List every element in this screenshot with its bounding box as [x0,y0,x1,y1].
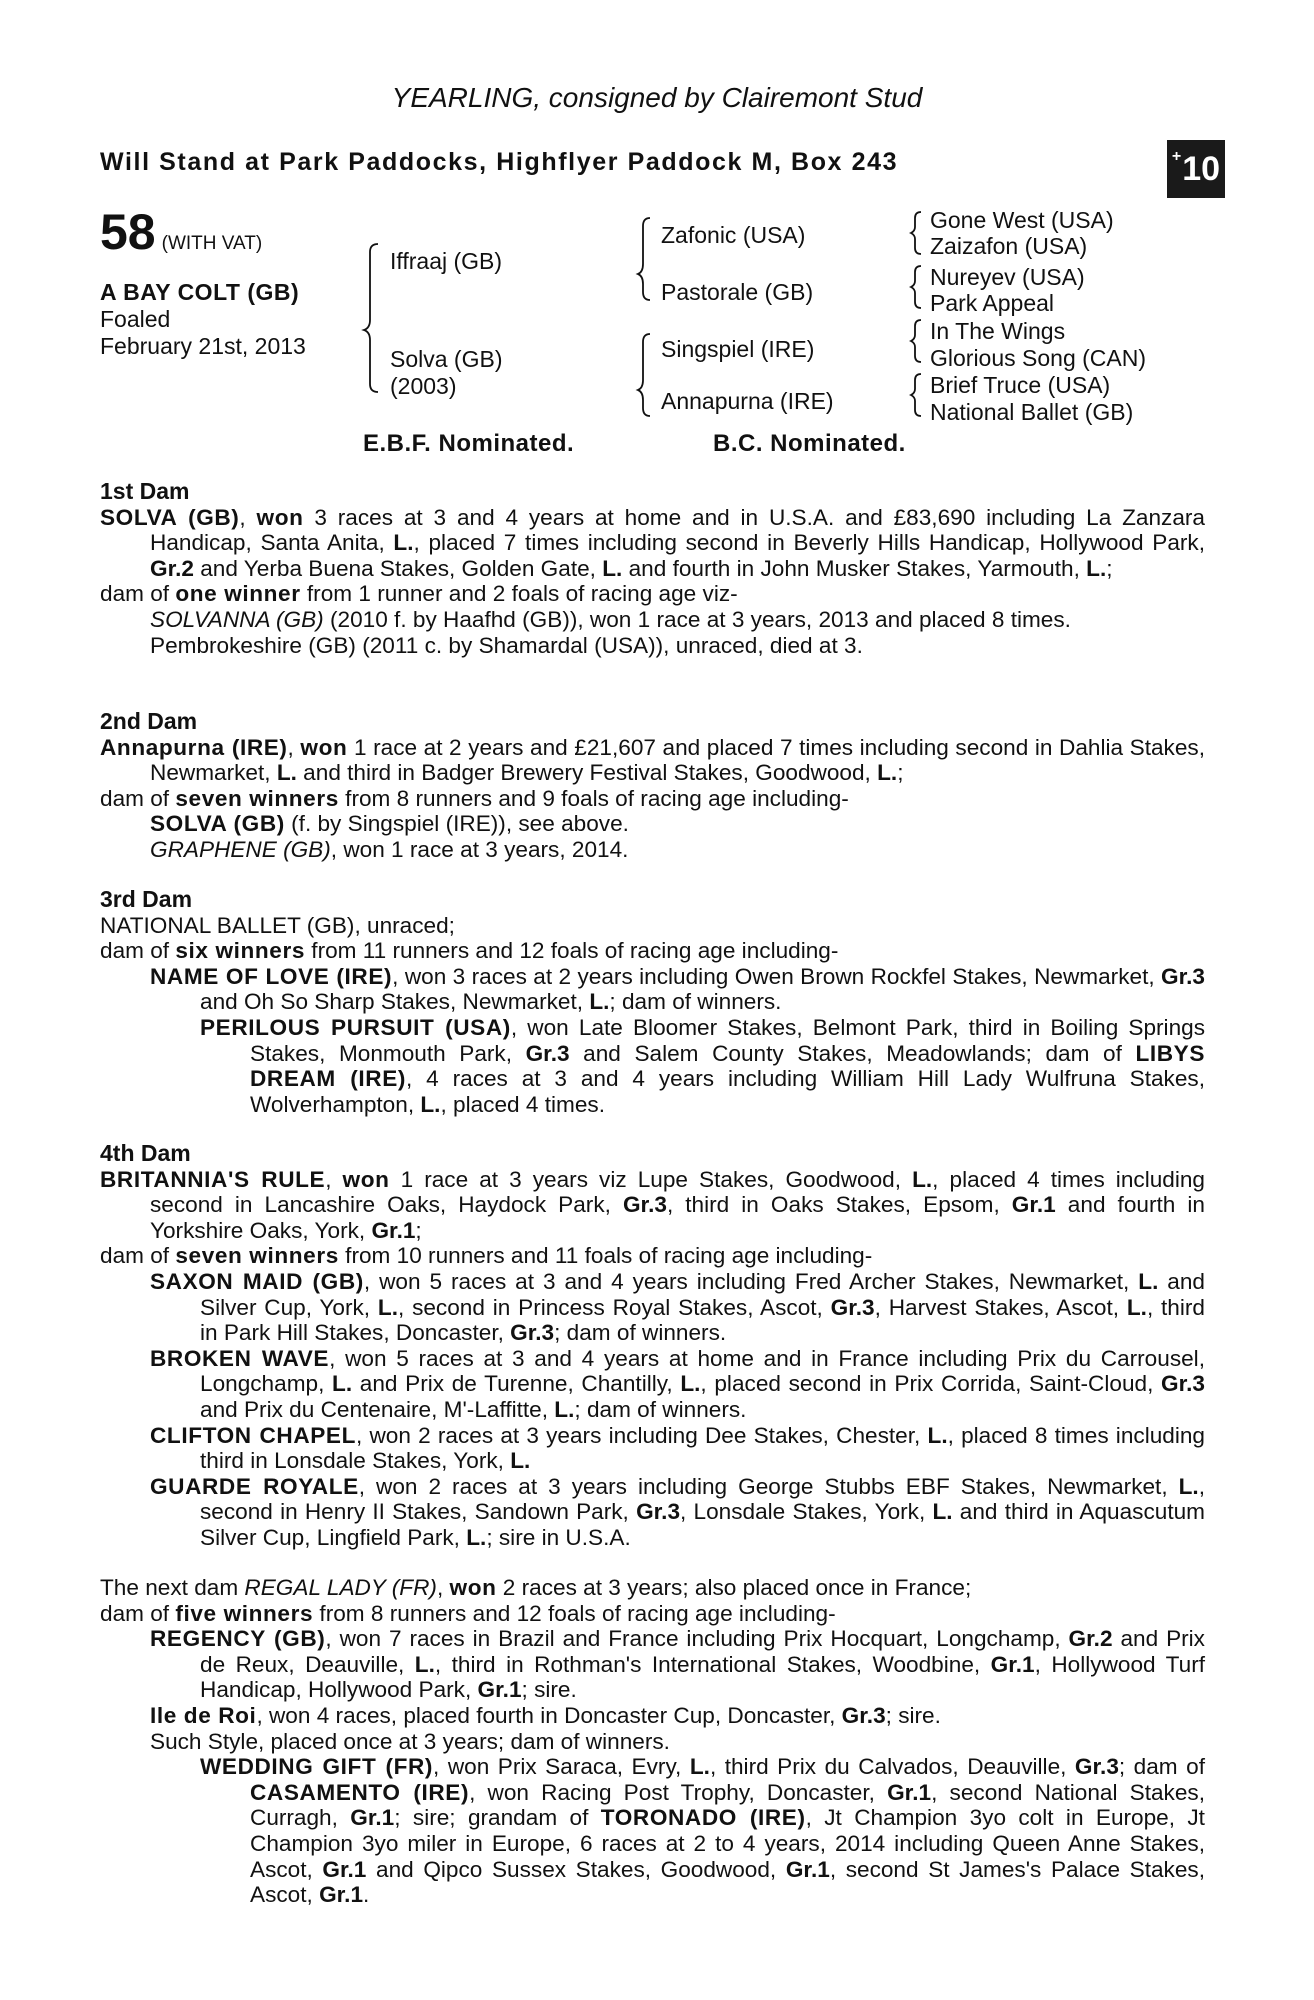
text: , won Late Bloomer Stakes, Belmont Park, third in Boiling Springs Stakes, Monmouth Park, [250,1014,1205,1066]
second-dam-section [100,709,1205,863]
group: Gr.2 [1068,1626,1113,1652]
text: , won Racing Post Trophy, Doncaster, [469,1779,888,1805]
text: ; [1106,555,1113,581]
group: Gr.2 [150,555,194,581]
listed: L. [510,1448,531,1474]
text: and Silver Cup, York, [200,1268,1205,1320]
listed: L. [466,1524,487,1550]
horse-name: WEDDING GIFT (FR) [200,1754,434,1780]
second-dam-foal-1 [150,811,1205,837]
text: , won 2 races at 3 years including George Stubbs EBF Stakes, Newmarket, [358,1473,1179,1499]
first-dam-foal-2: Pembrokeshire (GB) (2011 c. by Shamardal (USA)), unraced, died at 3. [150,632,863,658]
pedigree-g6: Glorious Song (CAN) [930,345,1147,371]
pedigree-sire: Iffraaj (GB) [390,248,503,274]
third-dam-progeny-1 [150,964,1205,1015]
fourth-dam-section [100,1141,1205,1551]
next-dam-name: REGAL LADY (FR) [244,1575,437,1600]
text: , third in Rothman's International Stakes, Woodbine, [434,1651,991,1677]
text: , Jt Champion 3yo colt in Europe, Jt Champion 3yo miler in Europe, 6 races at 2 to 4 years, 2014 including Queen Anne Stakes, Ascot, [250,1805,1205,1882]
text: , [436,1575,450,1600]
text: 1 race at 2 years and £21,607 and placed 7 times including second in Dahlia Stakes, Newmarket, [150,734,1205,786]
foaled-date: February 21st, 2013 [100,333,306,359]
next-dam-produce [100,1601,1205,1627]
text: , second in Henry II Stakes, Sandown Park, [200,1473,1205,1525]
third-dam-line: NATIONAL BALLET (GB), unraced; [100,912,455,938]
horse-name: CASAMENTO (IRE) [250,1779,470,1805]
text: and third in Aquascutum Silver Cup, Lingfield Park, [200,1499,1206,1550]
text: , Lonsdale Stakes, York, [680,1499,933,1525]
brace-g1 [911,212,921,254]
text: and Prix de Reux, Deauville, [200,1626,1205,1677]
lot-number: 58 [100,204,156,260]
group: Gr.1 [1011,1192,1056,1218]
won-label: won [342,1166,390,1192]
pedigree-dam-year: (2003) [390,373,457,399]
group: Gr.3 [841,1702,886,1728]
text: , won Prix Saraca, Evry, [433,1754,690,1780]
first-dam-heading: 1st Dam [100,478,190,504]
listed: L. [276,760,297,786]
horse-name: LIBYS DREAM (IRE) [250,1040,1205,1092]
brace-g2 [911,266,921,308]
text: dam of [100,785,176,811]
brace-g4 [911,374,921,416]
fourth-dam-progeny-3 [150,1423,1205,1474]
text: dam of [100,1243,176,1269]
winners-count: seven winners [175,1243,339,1269]
group: Gr.3 [622,1192,667,1218]
listed: L. [927,1422,948,1448]
third-dam-progeny-2 [200,1015,1205,1117]
text: (f. by Singspiel (IRE)), see above. [284,811,629,837]
listed: L. [589,989,610,1015]
foaled-label: Foaled [100,306,171,332]
first-dam-section [100,479,1205,658]
text: and Oh So Sharp Stakes, Newmarket, [200,989,590,1015]
next-dam-progeny-3: Such Style, placed once at 3 years; dam of winners. [150,1728,670,1754]
pedigree-g3: Nureyev (USA) [930,264,1085,290]
winners-count: five winners [175,1600,314,1626]
lot-vat: (WITH VAT) [161,233,263,254]
group: Gr.1 [990,1651,1035,1677]
listed: L. [377,1294,398,1320]
fourth-dam-heading: 4th Dam [100,1140,191,1166]
text: , third in Oaks Stakes, Epsom, [666,1192,1012,1218]
horse-name: CLIFTON CHAPEL [150,1422,356,1448]
group: Gr.1 [350,1805,395,1831]
second-dam-foal-2 [150,837,1205,863]
group: Gr.3 [1161,1371,1205,1397]
text: , placed 4 times. [440,1091,605,1117]
pedigree-sire-sire: Zafonic (USA) [661,222,806,248]
listed: L. [332,1371,353,1397]
next-dam-record [100,1575,1205,1601]
text: and third in Badger Brewery Festival Stakes, Goodwood, [296,760,878,786]
next-dam-section [100,1575,1205,1908]
second-dam-name: Annapurna (IRE) [100,734,288,760]
text: and Qipco Sussex Stakes, Goodwood, [366,1856,786,1882]
page-title: YEARLING, consigned by Clairemont Stud [391,82,923,113]
text: , won 2 races at 3 years including Dee Stakes, Chester, [355,1422,928,1448]
group: Gr.3 [510,1320,555,1346]
won-label: won [449,1575,497,1600]
pedigree-dam-sire: Singspiel (IRE) [661,336,815,362]
listed: L. [1178,1473,1199,1499]
text: , won 4 races, placed fourth in Doncaster Cup, Doncaster, [256,1702,842,1728]
text: from 1 runner and 2 foals of racing age viz- [300,581,738,607]
first-dam-record: SOLVA (GB), won 3 races at 3 and 4 years at home and in U.S.A. and £83,690 including La Zanzara Handicap, Santa Anita, L., placed 7 times including second in Beverly Hills Handicap, Hollywood Park, Gr.2 and Yerba Buena Stakes, Golden Gate, L. and fourth in John Musker Stakes, Yarmouth, L.; [100,504,1205,581]
group: Gr.1 [319,1882,364,1908]
group: Gr.3 [525,1040,570,1066]
text: , won 3 races at 2 years including Owen Brown Rockfel Stakes, Newmarket, [392,963,1162,989]
text: ; dam of [1118,1754,1205,1780]
winners-count: six winners [175,938,306,964]
text: , third Prix du Calvados, Deauville, [709,1754,1075,1780]
brace-g3 [911,320,921,362]
foal-name: GRAPHENE (GB) [150,836,331,862]
winners-count: one winner [175,581,301,607]
first-dam-name: SOLVA (GB) [100,504,240,530]
group: Gr.1 [887,1779,932,1805]
horse-name: PERILOUS PURSUIT (USA) [200,1014,511,1040]
fourth-dam-progeny-1 [150,1269,1205,1346]
listed: L. [689,1754,710,1780]
text: ; sire. [885,1702,941,1728]
fourth-dam-record: BRITANNIA'S RULE, won 1 race at 3 years viz Lupe Stakes, Goodwood, L., placed 4 times including second in Lancashire Oaks, Haydock Park, Gr.3, third in Oaks Stakes, Epsom, Gr.1 and fourth in Yorkshire Oaks, York, Gr.1; [100,1166,1205,1243]
listed: L. [414,1651,435,1677]
pedigree-g1: Gone West (USA) [930,207,1114,233]
horse-name: SAXON MAID (GB) [150,1268,364,1294]
pedigree-dam-dam: Annapurna (IRE) [661,388,834,414]
text: and Prix de Turenne, Chantilly, [352,1371,681,1397]
horse-name: NAME OF LOVE (IRE) [150,963,393,989]
won-label: won [256,504,304,530]
text: . [363,1882,370,1908]
second-dam-record: Annapurna (IRE), won 1 race at 2 years and £21,607 and placed 7 times including second in Dahlia Stakes, Newmarket, L. and third in Badger Brewery Festival Stakes, Goodwood, L.; [100,734,1205,786]
group: Gr.1 [322,1856,367,1882]
badge-number: 10 [1182,149,1221,188]
second-dam-produce [100,786,1205,812]
group: Gr.1 [477,1677,522,1703]
text: dam of [100,938,176,964]
text: and fourth in John Musker Stakes, Yarmouth, [622,555,1087,581]
text: ; sire. [521,1677,577,1703]
group: Gr.1 [371,1217,416,1243]
text: ; sire; grandam of [394,1805,601,1831]
pedigree-g5: In The Wings [930,318,1066,344]
text: , Hollywood Turf Handicap, Hollywood Park, [200,1651,1205,1703]
text: ; [415,1217,422,1243]
text: and Prix du Centenaire, M'-Laffitte, [200,1396,555,1422]
fourth-dam-name: BRITANNIA'S RULE [100,1166,326,1192]
text: dam of [100,581,176,607]
text: , won 5 races at 3 and 4 years at home and in France including Prix du Carrousel, Longchamp, [200,1345,1205,1397]
pedigree-g7: Brief Truce (USA) [930,372,1111,398]
text: , placed 4 times including second in Lancashire Oaks, Haydock Park, [150,1166,1205,1218]
next-dam-progeny-4 [200,1754,1205,1908]
listed: L. [393,530,414,556]
text: from 8 runners and 12 foals of racing age including- [313,1600,836,1626]
text: , third in Park Hill Stakes, Doncaster, [200,1294,1205,1346]
listed: L. [554,1396,575,1422]
fourth-dam-produce [100,1243,1205,1269]
text: from 11 runners and 12 foals of racing age including- [305,938,839,964]
horse-name: GUARDE ROYALE [150,1473,359,1499]
group: Gr.3 [1074,1754,1119,1780]
second-dam-heading: 2nd Dam [100,708,198,734]
text: , 4 races at 3 and 4 years including William Hill Lady Wulfruna Stakes, Wolverhampton, [250,1066,1205,1117]
text: 2 races at 3 years; also placed once in France; [496,1575,972,1600]
pedigree-g4: Park Appeal [930,290,1055,316]
listed: L. [680,1371,701,1397]
fourth-dam-progeny-2 [150,1346,1205,1423]
badge-plus: + [1171,148,1182,165]
text: 3 races at 3 and 4 years at home and in U.S.A. and £83,690 including La Zanzara Handicap, Santa Anita, [150,504,1205,556]
won-label: won [300,734,348,760]
first-dam-foal-1 [150,607,1205,633]
third-dam-section [100,887,1205,1117]
text: 1 race at 3 years viz Lupe Stakes, Goodwood, [389,1166,913,1192]
stand-location: Will Stand at Park Paddocks, Highflyer Paddock M, Box 243 [100,148,899,176]
listed: L. [420,1091,441,1117]
third-dam-produce [100,938,1205,964]
group: Gr.3 [636,1499,681,1525]
text: , second National Stakes, Curragh, [250,1779,1205,1831]
first-dam-produce [100,581,1205,607]
text: and Yerba Buena Stakes, Golden Gate, [193,555,603,581]
brace-sire [638,218,650,300]
listed: L. [912,1166,933,1192]
group: Gr.1 [785,1856,830,1882]
text: , Harvest Stakes, Ascot, [874,1294,1127,1320]
group: Gr.3 [1161,963,1205,989]
text: ; sire in U.S.A. [486,1524,631,1550]
text: dam of [100,1600,176,1626]
bc-nominated: B.C. Nominated. [713,430,906,457]
next-dam-progeny-2 [150,1703,1205,1729]
text: , won 7 races in Brazil and France including Prix Hocquart, Longchamp, [325,1626,1069,1652]
brace-dam [638,334,650,416]
text: and Salem County Stakes, Meadowlands; dam of [569,1040,1136,1066]
horse-name: TORONADO (IRE) [600,1805,806,1831]
foal-name: SOLVA (GB) [150,811,285,837]
listed: L. [1126,1294,1147,1320]
horse-name: Ile de Roi [150,1702,257,1728]
brace-main [364,244,378,392]
pedigree-sire-dam: Pastorale (GB) [661,279,814,305]
ebf-nominated: E.B.F. Nominated. [363,430,575,457]
text: , second in Princess Royal Stakes, Ascot, [397,1294,831,1320]
lot-description: A BAY COLT (GB) [100,279,300,305]
text: , second St James's Palace Stakes, Ascot, [250,1856,1205,1908]
pedigree-dam: Solva (GB) [390,346,503,372]
pedigree-g2: Zaizafon (USA) [930,233,1088,259]
winners-count: seven winners [175,785,339,811]
text: from 10 runners and 11 foals of racing age including- [338,1243,873,1269]
listed: L. [932,1499,953,1525]
text: ; [897,760,904,786]
pedigree-g8: National Ballet (GB) [930,399,1134,425]
listed: L. [1138,1268,1159,1294]
pedigree-braces [0,0,1314,460]
text: ; dam of winners. [554,1320,727,1346]
horse-name: REGENCY (GB) [150,1626,326,1652]
listed: L. [602,555,623,581]
text: , placed second in Prix Corrida, Saint-Cloud, [700,1371,1162,1397]
listed: L. [877,760,898,786]
text: from 8 runners and 9 foals of racing age including- [338,785,849,811]
text: , won 1 race at 3 years, 2014. [330,836,629,862]
next-dam-progeny-1 [150,1626,1205,1703]
fourth-dam-progeny-4 [150,1474,1205,1551]
text: ; dam of winners. [609,989,782,1015]
group: Gr.3 [830,1294,875,1320]
text: ; dam of winners. [574,1396,747,1422]
foal-name: SOLVANNA (GB) [150,606,324,632]
text: (2010 f. by Haafhd (GB)), won 1 race at 3 years, 2013 and placed 8 times. [323,606,1071,632]
text: , placed 8 times including third in Lonsdale Stakes, York, [200,1422,1205,1474]
text: , won 5 races at 3 and 4 years including Fred Archer Stakes, Newmarket, [363,1268,1139,1294]
third-dam-heading: 3rd Dam [100,886,193,912]
listed: L. [1086,555,1107,581]
horse-name: BROKEN WAVE [150,1345,330,1371]
text: The next dam [100,1575,245,1600]
text: and fourth in Yorkshire Oaks, York, [150,1192,1205,1243]
text: , placed 7 times including second in Beverly Hills Handicap, Hollywood Park, [413,530,1205,556]
